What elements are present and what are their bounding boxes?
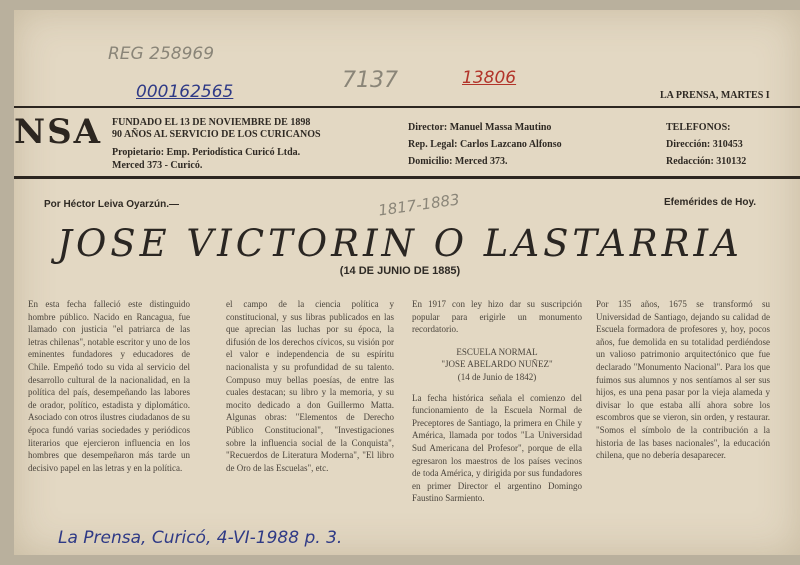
column-3-text: La fecha histórica señala el comienzo del funcionamiento de la Escuela Normal de Preceptores de Santiago, la primera en Chile y América, llamada por todos "La Universidad Sud Americana del Profesor", porque de ella egresaron los maestros de los países vecinos de toda América, y dirigida por sus fundadores en primer Director el argentino Domingo Faustino Sarmiento. bbox=[412, 392, 582, 504]
address-line: Merced 373 - Curicó. bbox=[112, 160, 203, 171]
column-2 bbox=[226, 298, 394, 534]
masthead-logo: NSA bbox=[14, 112, 103, 152]
byline: Por Héctor Leiva Oyarzún.— bbox=[44, 199, 180, 210]
column-4 bbox=[596, 298, 770, 534]
director-line: Director: Manuel Massa Mautino bbox=[408, 122, 552, 133]
registry-number: REG 258969 bbox=[108, 44, 215, 64]
column-1 bbox=[28, 298, 190, 534]
source-note: La Prensa, Curicó, 4-VI-1988 p. 3. bbox=[58, 528, 343, 548]
column-2-text: el campo de la ciencia política y constitucional, y sus libras publicados en las que aprecian las luchas por su época, la difusión de los derechos cívicos, su visión por el valor e independencia de su espíritu nacionalista y su profundidad de su talento. Compuso muy bellas poesías, de entre las cuales destacan; su libro y la memoria, y su mocito dedicado a don Guillermo Matta. Algunas obras: "Elementos de Derecho Público Constitucional", "Investigaciones sobre la influencia social de la Conquista", "Recuerdos de Literatura Moderna", "El libro de Oro de las Escuelas", etc. bbox=[226, 299, 394, 473]
column-4-text: Por 135 años, 1675 se transformó su Universidad de Santiago, dejando su calidad de Escuela formadora de profesores y, hoy, pocos años, fue demolida en su totalidad perdiéndose un valioso patrimonio arquitectónico que fue declarado "Monumento Nacional". Para los que fuimos sus alumnos y nos sentíamos al ser sus hijos, es una pena pasar por la vieja alameda y divisar lo que estaba allí ahora sobre los escombros que se vieron, sin orden, y restaurar. "Somos el símbolo de la contribución a la historia de las bases nacionales", la educación chilena, que no debería desaparecer. bbox=[596, 299, 770, 461]
pencil-years: 1817-1883 bbox=[377, 190, 461, 220]
column-3 bbox=[412, 298, 582, 534]
column-3-intro: En 1917 con ley hizo dar su suscripción popular para erigirle un monumento recordatorio. bbox=[412, 299, 582, 335]
founded-line: FUNDADO EL 13 DE NOVIEMBRE DE 1898 bbox=[112, 117, 311, 128]
direction-phone: Dirección: 310453 bbox=[666, 139, 743, 150]
column-3-heading-2: "JOSE ABELARDO NUÑEZ" bbox=[441, 359, 553, 370]
pencil-number: 7137 bbox=[342, 68, 398, 93]
section-label: Efemérides de Hoy. bbox=[664, 197, 757, 208]
masthead-top-rule bbox=[14, 106, 800, 108]
newsroom-phone: Redacción: 310132 bbox=[666, 156, 747, 167]
years-service-line: 90 AÑOS AL SERVICIO DE LOS CURICANOS bbox=[112, 129, 321, 140]
article-subtitle: (14 DE JUNIO DE 1885) bbox=[339, 265, 461, 277]
legal-rep-line: Rep. Legal: Carlos Lazcano Alfonso bbox=[408, 139, 562, 150]
owner-line: Propietario: Emp. Periodística Curicó Ltda. bbox=[112, 147, 301, 158]
red-number: 13806 bbox=[462, 68, 517, 88]
catalog-code: 000162565 bbox=[136, 82, 234, 102]
column-3-heading-1: ESCUELA NORMAL bbox=[456, 346, 538, 357]
column-1-text: En esta fecha falleció este distinguido hombre público. Nacido en Rancagua, fue llamado con justicia "el patriarca de las letras chilenas", notable escritor y uno de los eminentes fundadores y educadores de Chile. Empeñó todo su vida al servicio del desarrollo cultural de la nacionalidad, en la política del país, desempeñando las labores de orador, político, estadista y diplomático. Asociado con otros ilustres ciudadanos de su época fundó varias sociedades y periódicos literarios que ejercieron influencia en los hombres que desempeñaron más tarde un decisivo papel en las letras y en la política. bbox=[28, 299, 190, 473]
domicile-line: Domicilio: Merced 373. bbox=[408, 156, 508, 167]
article-title: JOSE VICTORIN O LASTARRIA bbox=[57, 222, 743, 265]
masthead-bottom-rule bbox=[14, 176, 800, 179]
paper-date: LA PRENSA, MARTES I bbox=[660, 90, 770, 101]
phones-label: TELEFONOS: bbox=[666, 122, 731, 133]
column-3-heading-3: (14 de Junio de 1842) bbox=[457, 371, 537, 382]
